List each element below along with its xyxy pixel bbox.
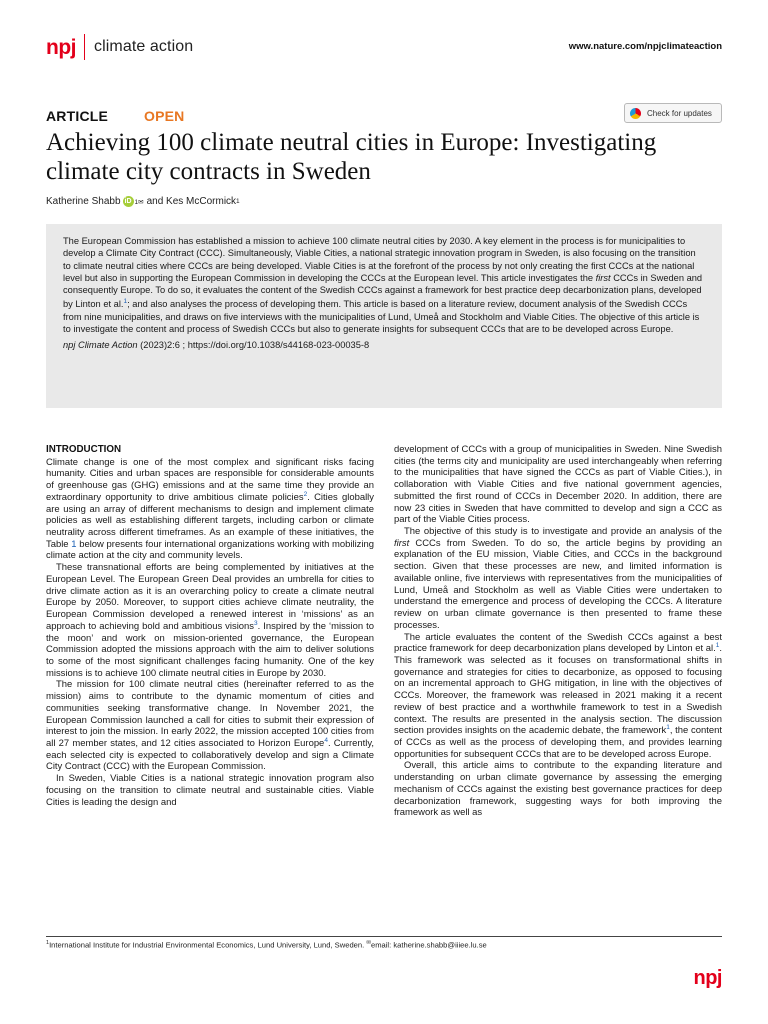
reference-link[interactable]: 2 [303, 490, 308, 498]
body-paragraph: In Sweden, Viable Cities is a national strategic innovation program also focusing on the transition to climate neutral and sustainable cities. Viable Cities is leading the design and [46, 773, 374, 808]
journal-header [46, 32, 722, 62]
orcid-icon[interactable]: iD [124, 198, 132, 205]
abstract-part-3: ; and also analyses the process of developing them. This article is based on a literature review, document analysis of the Swedish CCCs from nine municipalities, and draws on five interviews with the municipalities of Lund, Umeå and Stockholm and Viable Cities. The objective of this article is to investigate the content and process of Swedish CCCs but also to generate insights for subsequent CCCs that are to be developed across Europe. [63, 299, 700, 334]
left-column [46, 444, 374, 930]
author-2-affiliation: 1 [236, 198, 240, 205]
brand-divider [84, 34, 85, 60]
paragraph-text: . Inspired by the ‘mission to the moon’ and work on mission-oriented governance, the European Commission adopted the missions approach with the aim to deliver solutions to some of the most significant challenges facing humanity. One of the key missions is to achieve 100 climate neutral cities in Europe by 2030. [46, 620, 374, 679]
paragraph-text: . Currently, each selected city is expected to collaboratively develop and sign a Climate City Contract (CCC) with the European Commission. [46, 737, 374, 773]
body-paragraph [394, 632, 722, 761]
journal-name: climate action [94, 38, 194, 55]
author-1-affiliation: 1✉ [134, 198, 144, 206]
paragraph-text: . Cities globally are using an array of different mechanisms to design and implement climate policies as well as establishing different targets, including carbon or climate neutrality across different timeframes. As an example of these initiatives, the Table [46, 491, 374, 550]
abstract-part-1: The European Commission has established a mission to achieve 100 climate neutral cities by 2030. A key element in the process is for municipalities to develop a Climate City Contract (CCC). Simultaneously, Viable Cities, a national strategic innovation program in Sweden, is also focusing on the transition to climate neutral cities where CCCs are being developed. Viable Cities is at the forefront of the process by not only creating the first CCCs at the national level but also in supporting the European Commission in developing the CCCs at the European level. This article investigates the [63, 236, 696, 283]
abstract-part-2: CCCs in Sweden and consequently Europe. To do so, it evaluates the content of the Swedish CCCs against a framework for best practice deep decarbonization plans, developed by Linton et al. [63, 272, 703, 310]
paragraph-text: The article evaluates the content of the Swedish CCCs against a best practice framework for deep decarbonization plans developed by Linton et al. [394, 631, 722, 655]
reference-link[interactable]: 1 [123, 298, 128, 306]
paragraph-text: Climate change is one of the most complex and significant risks facing humanity. Cities and urban spaces are responsible for considerable amounts of greenhouse gas (GHG) emissions and at the same time they provide an extraordinary opportunity to drive ambitious climate policies [46, 456, 374, 503]
author-email-link[interactable]: email: katherine.shabb@iiiee.lu.se [370, 940, 487, 950]
author-name-2[interactable]: and Kes McCormick [146, 196, 237, 207]
journal-brand[interactable] [46, 32, 193, 62]
body-paragraph [46, 679, 374, 773]
author-list [46, 196, 722, 207]
open-access-badge: OPEN [144, 108, 185, 124]
npj-logo: npj [46, 35, 76, 59]
table-link[interactable]: 1 [71, 538, 77, 550]
right-column [394, 444, 722, 930]
reference-link[interactable]: 3 [254, 619, 258, 627]
abstract-text [63, 235, 705, 335]
paragraph-text: below presents four international organizations working with mobilizing climate action at the city and community levels. [46, 538, 374, 562]
introduction-heading: INTRODUCTION [46, 444, 122, 455]
footer-npj-logo: npj [693, 967, 722, 989]
paragraph-text: CCCs from Sweden. To do so, the article begins by providing an explanation of the EU mission, Viable Cities, and CCCs in the background section. Given that these processes are new, and limited information is available online, five interviews with representatives from the municipalities of Lund, Umeå and Stockholm as well as Viable Cities were undertaken to understand the emergence and process of developing the CCCs. A literature review on urban climate governance is then presented to frame these processes. [394, 537, 722, 631]
paragraph-text: . This framework was selected as it focuses on transformational shifts in governance and strategies for cities to decarbonize, as opposed to focusing on an incremental approach to GHG mitigation, in line with the objectives of CCCs. Moreover, the framework was released in 2021 making it a recent review of best practice and a worthwhile framework to test in a Swedish context. The results are presented in the analysis section. The discussion section provides insights on the academic debate, the framework [394, 643, 722, 737]
footnote-divider [46, 936, 722, 937]
citation-doi[interactable]: (2023)2:6 ; https://doi.org/10.1038/s44168-023-00035-8 [137, 340, 370, 351]
author-name-1[interactable]: Katherine Shabb [46, 196, 121, 207]
paragraph-text: The objective of this study is to investigate and provide an analysis of the [404, 526, 722, 538]
paragraph-text: , the content of CCCs as well as the process of developing them, and provides learning opportunities for subsequent CCCs that are to be developed across Europe. [394, 725, 722, 760]
article-body [46, 444, 722, 930]
reference-link[interactable]: 1 [715, 642, 720, 650]
abstract-box [46, 224, 722, 408]
paragraph-text: These transnational efforts are being complemented by initiatives at the European Level. The European Green Deal provides an umbrella for cities to drive climate action as it is an overarching policy to create a climate neutral Europe by 2050. Moreover, to support cities achieve climate neutrality, the European Commission developed a renewed interest in ‘missions’ as an approach to achieving bold and ambitious visions [46, 562, 374, 632]
article-type-label: ARTICLE [46, 108, 109, 124]
email-icon: ✉ [366, 940, 371, 946]
footnote-marker: 1 [46, 940, 50, 946]
affiliation-text: International Institute for Industrial Environmental Economics, Lund University, Lund, Sweden. [49, 940, 365, 950]
paragraph-text: The mission for 100 climate neutral cities (hereinafter referred to as the mission) aims to contribute to the dynamic momentum of cities and communities seeking transformative change. In November 2021, the European Commission launched a call for cities to submit their expression of interest to join the mission. In early 2022, the mission accepted 100 cities from all 27 member states, and 12 cities associated to Horizon Europe [46, 679, 374, 749]
body-paragraph [394, 526, 722, 631]
paragraph-emphasis: first [394, 537, 410, 549]
journal-url-link[interactable]: www.nature.com/npjclimateaction [568, 41, 722, 52]
reference-link[interactable]: 4 [324, 736, 328, 744]
citation-line [63, 340, 705, 350]
body-paragraph: development of CCCs with a group of municipalities in Sweden. Nine Swedish cities (the terms city and municipality are used interchangeably when referring to the municipalities that have signed the CCCs as part of Viable Cities.), in collaboration with Viable Cities and five national government agencies, submitted the first round of CCCs in December 2020. In addition, there are now 23 cities in Sweden that have committed to develop and sign a CCC as part of the Viable Cities process. [394, 444, 722, 526]
affiliation-footnote [46, 940, 722, 950]
citation-journal: npj Climate Action [63, 340, 138, 351]
crossmark-icon [630, 108, 641, 119]
reference-link[interactable]: 1 [666, 724, 670, 732]
article-meta-row [46, 108, 722, 128]
body-paragraph [46, 457, 374, 562]
check-for-updates-button[interactable] [624, 103, 722, 123]
abstract-emphasis: first [595, 272, 611, 283]
check-for-updates-label: Check for updates [647, 108, 712, 118]
body-paragraph [46, 562, 374, 679]
article-title: Achieving 100 climate neutral cities in Europe: Investigating climate city contracts in Sweden [46, 129, 657, 185]
body-paragraph: Overall, this article aims to contribute to the expanding literature and understanding on urban climate governance by assessing the emerging mechanism of CCCs against the existing best governance practices for deep decarbonization framework, suggesting ways for both improving the framework as well as [394, 760, 722, 819]
